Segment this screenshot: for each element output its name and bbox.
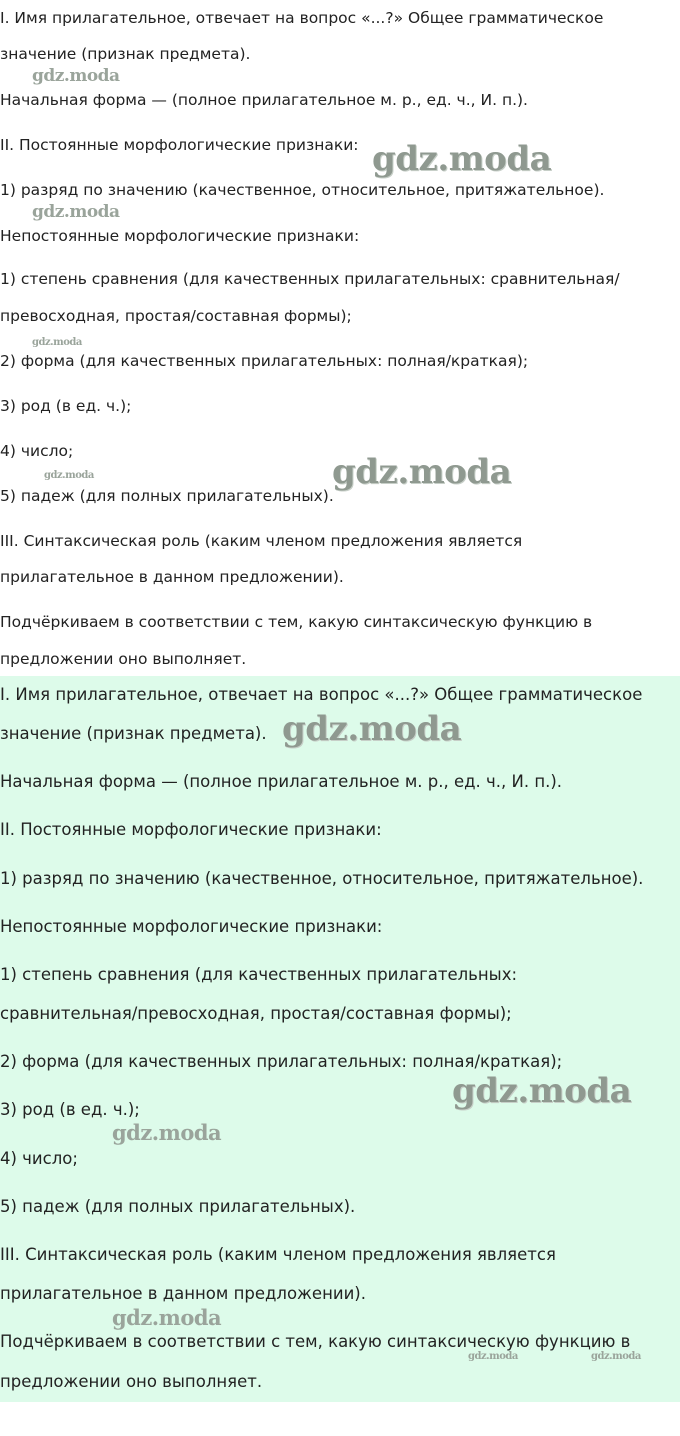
bottom-line-14: прилагательное в данном предложении).	[0, 1284, 366, 1303]
bottom-section	[0, 676, 680, 1402]
bottom-line-15: Подчёркиваем в соответствии с тем, какую синтаксическую функцию в	[0, 1332, 631, 1351]
watermark-logo: gdz.moda	[112, 1120, 222, 1145]
watermark-logo: gdz.moda	[32, 202, 120, 222]
top-line-7: 1) степень сравнения (для качественных прилагательных: сравнительная/	[0, 270, 620, 288]
top-line-1: I. Имя прилагательное, отвечает на вопрос «...?» Общее грамматическое	[0, 9, 604, 27]
watermark-logo: gdz.moda	[372, 139, 552, 179]
top-line-9: 2) форма (для качественных прилагательных: полная/краткая);	[0, 352, 529, 370]
bottom-line-6: Непостоянные морфологические признаки:	[0, 917, 383, 936]
bottom-line-9: 2) форма (для качественных прилагательных: полная/краткая);	[0, 1052, 563, 1071]
bottom-line-2: значение (признак предмета).	[0, 724, 267, 743]
top-line-15: Подчёркиваем в соответствии с тем, какую синтаксическую функцию в	[0, 613, 593, 631]
watermark-logo: gdz.moda	[452, 1071, 632, 1111]
watermark-logo: gdz.moda	[468, 1351, 518, 1362]
bottom-line-8: сравнительная/превосходная, простая/составная формы);	[0, 1004, 512, 1023]
watermark-logo: gdz.moda	[332, 452, 512, 492]
top-line-10: 3) род (в ед. ч.);	[0, 397, 132, 415]
bottom-line-1: I. Имя прилагательное, отвечает на вопрос «...?» Общее грамматическое	[0, 685, 643, 704]
top-line-12: 5) падеж (для полных прилагательных).	[0, 487, 334, 505]
watermark-logo: gdz.moda	[32, 66, 120, 86]
top-line-14: прилагательное в данном предложении).	[0, 568, 344, 586]
top-line-5: 1) разряд по значению (качественное, относительное, притяжательное).	[0, 181, 605, 199]
top-line-4: II. Постоянные морфологические признаки:	[0, 136, 359, 154]
bottom-line-7: 1) степень сравнения (для качественных прилагательных:	[0, 965, 518, 984]
bottom-line-11: 4) число;	[0, 1149, 78, 1168]
bottom-line-13: III. Синтаксическая роль (каким членом предложения является	[0, 1245, 556, 1264]
bottom-line-3: Начальная форма — (полное прилагательное м. р., ед. ч., И. п.).	[0, 772, 563, 791]
bottom-line-12: 5) падеж (для полных прилагательных).	[0, 1197, 356, 1216]
top-line-11: 4) число;	[0, 442, 74, 460]
top-line-8: превосходная, простая/составная формы);	[0, 307, 352, 325]
watermark-logo: gdz.moda	[44, 470, 94, 481]
watermark-logo: gdz.moda	[282, 709, 462, 749]
top-section	[0, 0, 680, 676]
watermark-logo: gdz.moda	[591, 1351, 641, 1362]
bottom-line-16: предложении оно выполняет.	[0, 1372, 263, 1391]
watermark-logo: gdz.moda	[32, 337, 82, 348]
bottom-line-4: II. Постоянные морфологические признаки:	[0, 820, 382, 839]
top-line-3: Начальная форма — (полное прилагательное м. р., ед. ч., И. п.).	[0, 91, 528, 109]
bottom-line-5: 1) разряд по значению (качественное, относительное, притяжательное).	[0, 869, 644, 888]
watermark-logo: gdz.moda	[112, 1305, 222, 1330]
top-line-16: предложении оно выполняет.	[0, 650, 247, 668]
top-line-2: значение (признак предмета).	[0, 45, 251, 63]
top-line-13: III. Синтаксическая роль (каким членом предложения является	[0, 532, 523, 550]
bottom-line-10: 3) род (в ед. ч.);	[0, 1100, 140, 1119]
top-line-6: Непостоянные морфологические признаки:	[0, 227, 360, 245]
